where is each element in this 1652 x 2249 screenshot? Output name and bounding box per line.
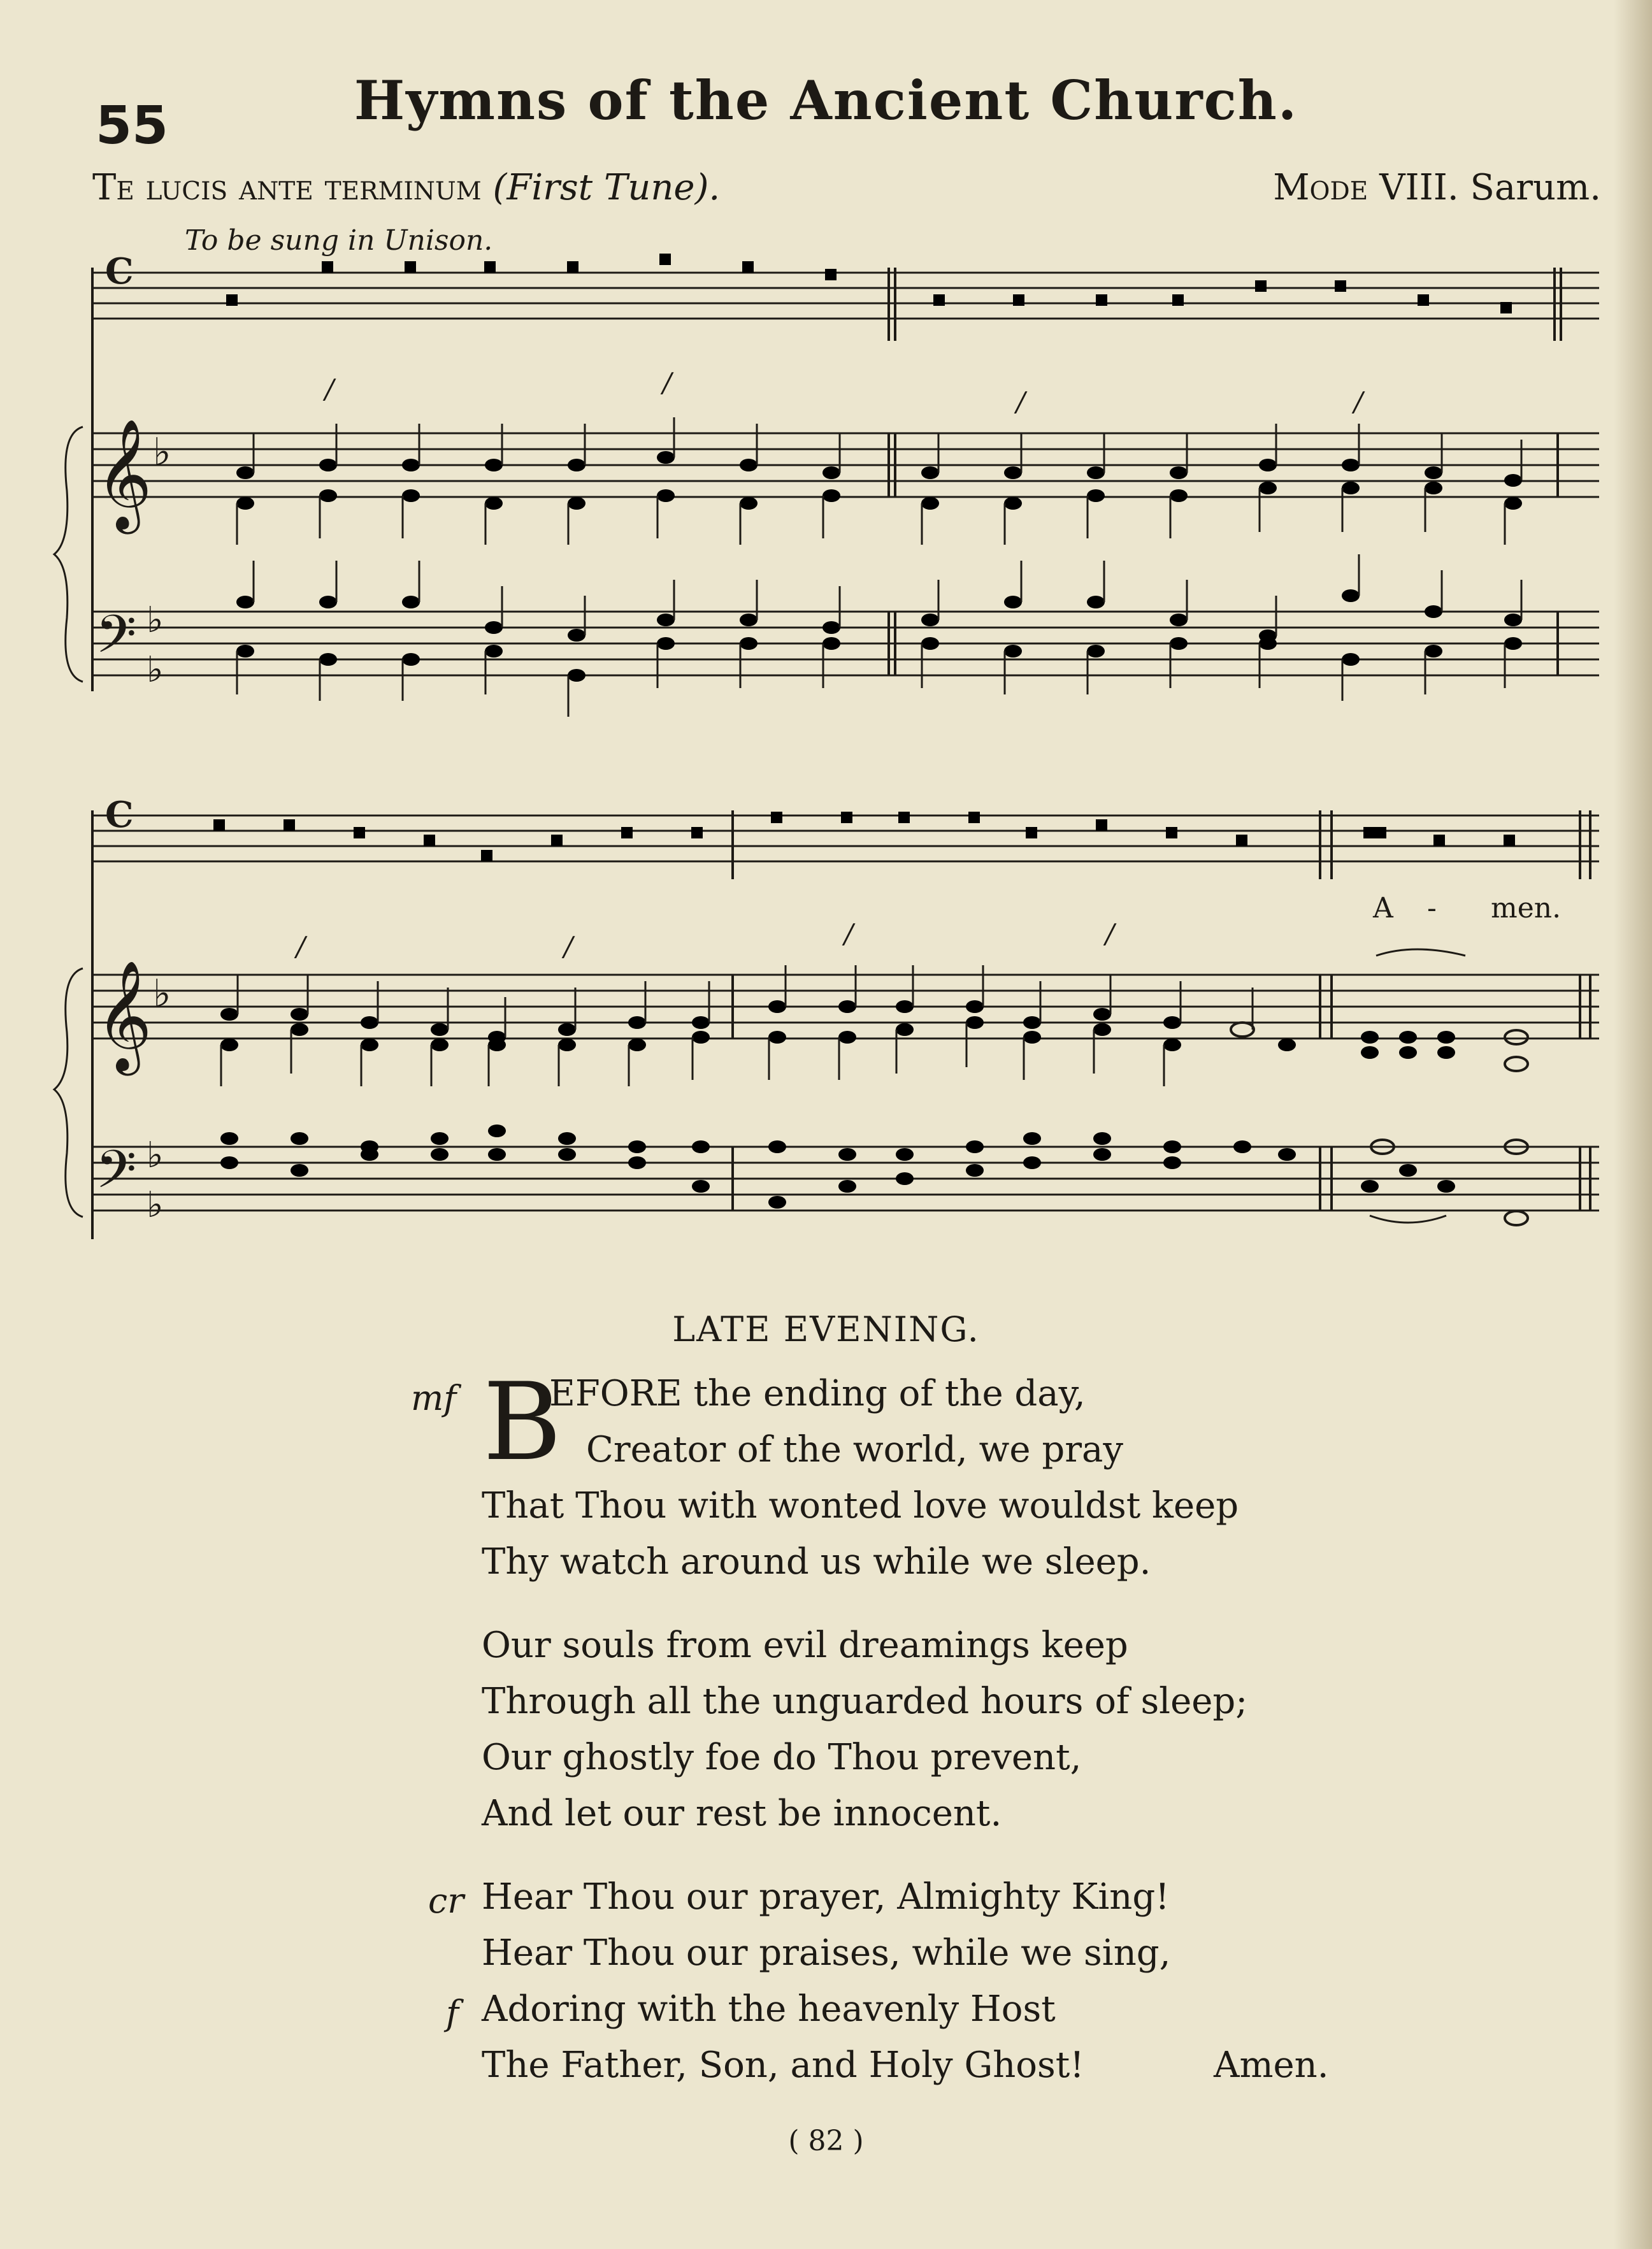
tune-name-text: Te lucis ante terminum — [92, 167, 482, 208]
amen-text-top — [1372, 892, 1561, 924]
page-number: ( 82 ) — [788, 2125, 864, 2157]
dynamic-mark-cr: cr — [428, 1881, 464, 1921]
svg-text:/: / — [663, 367, 672, 398]
verse-3-line-3: Adoring with the heavenly Host — [482, 1988, 1056, 2030]
svg-text:♭: ♭ — [147, 1135, 164, 1176]
hymn-number: 55 — [96, 96, 169, 156]
svg-text:/: / — [296, 931, 306, 962]
svg-text:/: / — [564, 931, 573, 962]
accent-marks-2 — [294, 918, 1117, 962]
verse-2-line-3: Our ghostly foe do Thou prevent, — [482, 1737, 1082, 1778]
drop-cap: B — [483, 1360, 562, 1484]
verse-amen: Amen. — [1214, 2044, 1329, 2086]
tune-name — [92, 167, 720, 208]
svg-text:/: / — [844, 918, 854, 949]
music-system-2 — [0, 790, 1652, 1274]
dynamic-mark-f: f — [446, 1993, 459, 2033]
hymn-heading: LATE EVENING. — [672, 1309, 980, 1349]
verse-1-line-2: Creator of the world, we pray — [586, 1429, 1123, 1470]
running-title: Hymns of the Ancient Church. — [354, 69, 1298, 132]
treble-staff-2 — [92, 960, 1599, 1076]
verse-2-line-2: Through all the unguarded hours of sleep; — [482, 1681, 1248, 1722]
svg-text:𝄞: 𝄞 — [96, 960, 152, 1071]
plainsong-staff-2 — [92, 794, 1599, 1239]
verse-2-line-4: And let our rest be innocent. — [482, 1793, 1002, 1834]
verse-3-line-4: The Father, Son, and Holy Ghost! — [482, 2044, 1084, 2086]
svg-text:𝄢: 𝄢 — [96, 1139, 137, 1213]
amen-syllable-a: A — [1373, 892, 1393, 924]
music-system-1 — [0, 242, 1652, 726]
verse-3-line-1: Hear Thou our prayer, Almighty King! — [482, 1876, 1170, 1918]
svg-text:/: / — [1105, 918, 1115, 949]
svg-text:♭: ♭ — [147, 1184, 164, 1226]
svg-text:𝄢: 𝄢 — [96, 603, 137, 678]
svg-text:C: C — [105, 794, 134, 836]
svg-text:♭: ♭ — [147, 649, 164, 691]
svg-text:♭: ♭ — [147, 600, 164, 641]
svg-text:C: C — [105, 250, 134, 292]
accent-marks-1 — [322, 367, 1365, 417]
mode-text: Mode VIII. — [1273, 167, 1459, 208]
verse-2-line-1: Our souls from evil dreamings keep — [482, 1625, 1128, 1666]
dynamic-mark-mf: mf — [411, 1378, 457, 1418]
verse-1-line-1: EFORE the ending of the day, — [549, 1373, 1086, 1414]
bass-staff-1 — [92, 600, 1599, 691]
treble-staff-1 — [92, 419, 1599, 535]
performance-direction: To be sung in Unison. — [185, 224, 493, 257]
svg-text:/: / — [325, 373, 334, 405]
system-brace — [54, 427, 83, 682]
use-text: Sarum. — [1470, 167, 1601, 208]
svg-text:𝄞: 𝄞 — [96, 419, 152, 529]
mode-label — [1273, 167, 1601, 208]
tune-qualifier: (First Tune). — [492, 167, 721, 208]
svg-text:/: / — [1016, 386, 1026, 417]
plainsong-staff-1 — [92, 250, 1599, 691]
svg-text:/: / — [1354, 386, 1363, 417]
system-brace-2 — [54, 968, 83, 1217]
harmony-notes-1 — [236, 417, 1522, 717]
amen-syllable-dash: - — [1427, 892, 1437, 924]
amen-syllable-men: men. — [1491, 892, 1562, 924]
verse-1-line-4: Thy watch around us while we sleep. — [482, 1541, 1151, 1583]
verse-1-line-3: That Thou with wonted love wouldst keep — [482, 1485, 1239, 1527]
svg-text:♭: ♭ — [153, 972, 171, 1016]
verse-3-line-2: Hear Thou our praises, while we sing, — [482, 1932, 1171, 1974]
svg-text:♭: ♭ — [153, 430, 171, 475]
